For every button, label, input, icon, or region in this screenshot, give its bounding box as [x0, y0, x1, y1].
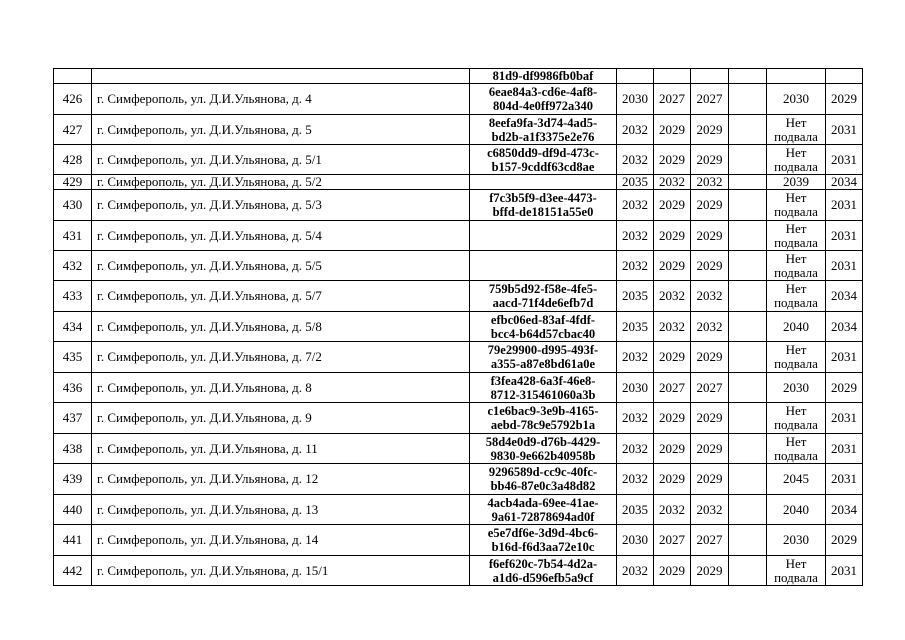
- year-cell: [617, 69, 654, 84]
- year-cell: 2030: [617, 525, 654, 556]
- year-cell: 2032: [691, 281, 729, 312]
- row-number-cell: 437: [54, 403, 92, 434]
- empty-cell: [729, 556, 767, 586]
- basement-cell: [767, 342, 826, 373]
- fias-code-cell: [470, 312, 617, 342]
- fias-code-cell: [470, 281, 617, 312]
- fias-code-line: f3fea428-6a3f-46e8-: [490, 373, 596, 388]
- fias-code-line: 8712-315461060a3b: [490, 387, 596, 402]
- address-cell: г. Симферополь, ул. Д.И.Ульянова, д. 13: [92, 495, 470, 525]
- year-cell: 2032: [617, 403, 654, 434]
- year-cell: 2032: [654, 495, 691, 525]
- empty-cell: [729, 434, 767, 464]
- year-cell: 2031: [826, 556, 863, 586]
- year-cell: 2035: [617, 495, 654, 525]
- address-cell: г. Симферополь, ул. Д.И.Ульянова, д. 7/2: [92, 342, 470, 373]
- year-cell: 2032: [617, 115, 654, 145]
- table-row: [54, 115, 863, 145]
- fias-code-cell: [470, 115, 617, 145]
- basement-line: подвала: [774, 356, 818, 371]
- basement-line: 2040: [783, 318, 809, 334]
- table-row: [54, 312, 863, 342]
- row-number-cell: 436: [54, 373, 92, 403]
- basement-cell: [767, 115, 826, 145]
- buildings-table: [53, 68, 863, 586]
- fias-code-line: bb46-87e0c3a48d82: [490, 479, 596, 493]
- year-cell: 2034: [826, 281, 863, 312]
- fias-code-line: 79e29900-d995-493f-: [487, 343, 599, 357]
- basement-cell: [767, 84, 826, 115]
- fias-code-line: 804d-4e0ff972a340: [493, 99, 593, 113]
- row-number-cell: 430: [54, 190, 92, 221]
- fias-code-line: bd2b-a1f3375e2e76: [491, 129, 595, 144]
- fias-code-line: c6850dd9-df9d-473c-: [487, 145, 599, 160]
- year-cell: 2032: [617, 434, 654, 464]
- fias-code-line: bffd-de18151a55e0: [492, 205, 594, 219]
- year-cell: 2029: [691, 190, 729, 221]
- basement-line: Нет: [785, 403, 807, 418]
- address-cell: [92, 69, 470, 84]
- row-number-cell: 440: [54, 495, 92, 525]
- year-cell: 2029: [691, 403, 729, 434]
- row-number-cell: 438: [54, 434, 92, 464]
- fias-code-cell: [470, 221, 617, 251]
- row-number-cell: 431: [54, 221, 92, 251]
- empty-cell: [729, 281, 767, 312]
- fias-code-line: f7c3b5f9-d3ee-4473-: [489, 191, 597, 205]
- year-cell: 2031: [826, 434, 863, 464]
- table-row: [54, 221, 863, 251]
- fias-code-cell: [470, 342, 617, 373]
- year-cell: 2031: [826, 190, 863, 221]
- basement-line: 2030: [783, 379, 809, 395]
- table-row: [54, 373, 863, 403]
- fias-code-cell: [470, 464, 617, 495]
- year-cell: 2032: [654, 281, 691, 312]
- fias-code-line: b16d-f6d3aa72e10c: [491, 540, 595, 554]
- address-cell: г. Симферополь, ул. Д.И.Ульянова, д. 5/5: [92, 251, 470, 281]
- basement-line: подвала: [774, 447, 818, 463]
- address-cell: г. Симферополь, ул. Д.И.Ульянова, д. 5/3: [92, 190, 470, 221]
- table-row: [54, 525, 863, 556]
- basement-cell: [767, 373, 826, 403]
- table-row: [54, 403, 863, 434]
- basement-line: Нет: [785, 114, 807, 130]
- fias-code-cell: [470, 84, 617, 115]
- year-cell: 2032: [617, 556, 654, 586]
- basement-line: подвала: [774, 204, 818, 219]
- fias-code-line: c1e6bac9-3e9b-4165-: [487, 404, 599, 418]
- empty-cell: [729, 403, 767, 434]
- year-cell: 2032: [617, 464, 654, 495]
- year-cell: 2032: [691, 312, 729, 342]
- empty-cell: [729, 312, 767, 342]
- empty-cell: [729, 190, 767, 221]
- basement-line: подвала: [774, 417, 818, 432]
- year-cell: 2032: [691, 495, 729, 525]
- year-cell: 2034: [826, 175, 863, 190]
- basement-cell: [767, 145, 826, 175]
- fias-code-line: efbc06ed-83af-4fdf-: [490, 312, 596, 327]
- row-number-cell: 427: [54, 115, 92, 145]
- year-cell: 2029: [654, 556, 691, 586]
- fias-code-line: 9830-9e662b40958b: [490, 448, 596, 463]
- basement-cell: [767, 69, 826, 84]
- address-cell: г. Симферополь, ул. Д.И.Ульянова, д. 14: [92, 525, 470, 556]
- year-cell: 2034: [826, 312, 863, 342]
- year-cell: [654, 69, 691, 84]
- year-cell: 2029: [826, 84, 863, 115]
- basement-cell: [767, 464, 826, 495]
- address-cell: г. Симферополь, ул. Д.И.Ульянова, д. 12: [92, 464, 470, 495]
- year-cell: 2029: [691, 342, 729, 373]
- year-cell: [826, 69, 863, 84]
- basement-line: подвала: [774, 295, 818, 310]
- year-cell: 2029: [654, 145, 691, 175]
- fias-code-line: 9296589d-cc9c-40fc-: [488, 465, 598, 479]
- fias-code-line: aebd-78c9e5792b1a: [490, 418, 596, 432]
- basement-cell: [767, 525, 826, 556]
- year-cell: 2032: [617, 342, 654, 373]
- basement-line: 2030: [783, 91, 809, 106]
- year-cell: 2032: [617, 190, 654, 221]
- row-number-cell: 439: [54, 464, 92, 495]
- year-cell: 2029: [654, 251, 691, 281]
- basement-cell: [767, 556, 826, 586]
- year-cell: 2029: [654, 190, 691, 221]
- year-cell: 2031: [826, 115, 863, 145]
- year-cell: 2029: [654, 434, 691, 464]
- basement-line: Нет: [785, 342, 807, 357]
- fias-code-line: 9a61-72878694ad0f: [491, 509, 595, 524]
- empty-cell: [729, 115, 767, 145]
- fias-code-line: e5e7df6e-3d9d-4bc6-: [487, 526, 599, 540]
- row-number-cell: 441: [54, 525, 92, 556]
- basement-cell: [767, 190, 826, 221]
- fias-code-cell: [470, 175, 617, 190]
- year-cell: 2029: [654, 464, 691, 495]
- fias-code-cell: [470, 145, 617, 175]
- fias-code-line: b157-9cddf63cd8ae: [491, 159, 595, 174]
- year-cell: 2029: [691, 145, 729, 175]
- basement-line: 2039: [783, 174, 809, 189]
- year-cell: 2029: [654, 221, 691, 251]
- basement-cell: [767, 281, 826, 312]
- fias-code-cell: [470, 403, 617, 434]
- fias-code-cell: [470, 495, 617, 525]
- year-cell: 2029: [654, 115, 691, 145]
- basement-cell: [767, 312, 826, 342]
- basement-line: Нет: [785, 220, 807, 236]
- fias-code-line: 8eefa9fa-3d74-4ad5-: [488, 115, 598, 130]
- continuation-row: [54, 69, 863, 84]
- address-cell: г. Симферополь, ул. Д.И.Ульянова, д. 5/4: [92, 221, 470, 251]
- address-cell: г. Симферополь, ул. Д.И.Ульянова, д. 5/1: [92, 145, 470, 175]
- empty-cell: [729, 525, 767, 556]
- basement-cell: [767, 221, 826, 251]
- fias-code-line: bcc4-b64d57cbac40: [490, 326, 596, 341]
- address-cell: г. Симферополь, ул. Д.И.Ульянова, д. 8: [92, 373, 470, 403]
- table-row: [54, 495, 863, 525]
- year-cell: 2029: [654, 403, 691, 434]
- year-cell: 2034: [826, 495, 863, 525]
- fias-code-cell: [470, 251, 617, 281]
- year-cell: 2031: [826, 342, 863, 373]
- empty-cell: [729, 342, 767, 373]
- basement-cell: [767, 175, 826, 190]
- year-cell: 2035: [617, 312, 654, 342]
- year-cell: 2031: [826, 403, 863, 434]
- basement-line: 2045: [783, 471, 809, 486]
- year-cell: 2032: [691, 175, 729, 190]
- year-cell: 2031: [826, 464, 863, 495]
- address-cell: г. Симферополь, ул. Д.И.Ульянова, д. 5/7: [92, 281, 470, 312]
- fias-code-line: 4acb4ada-69ee-41ae-: [487, 495, 599, 510]
- year-cell: 2032: [617, 145, 654, 175]
- empty-cell: [729, 373, 767, 403]
- table-row: [54, 464, 863, 495]
- year-cell: 2029: [826, 373, 863, 403]
- empty-cell: [729, 69, 767, 84]
- basement-line: 2030: [783, 532, 809, 547]
- basement-line: Нет: [785, 190, 807, 205]
- year-cell: 2030: [617, 373, 654, 403]
- basement-line: Нет: [785, 281, 807, 296]
- year-cell: 2029: [691, 221, 729, 251]
- fias-code-line: 6eae84a3-cd6e-4af8-: [488, 85, 598, 99]
- row-number-cell: 429: [54, 175, 92, 190]
- empty-cell: [729, 175, 767, 190]
- basement-cell: [767, 251, 826, 281]
- basement-cell: [767, 434, 826, 464]
- table-row: [54, 190, 863, 221]
- fias-code-cell: [470, 556, 617, 586]
- basement-line: подвала: [774, 264, 818, 280]
- basement-line: 2040: [783, 501, 809, 517]
- fias-code-line: aacd-71f4de6efb7d: [492, 296, 594, 310]
- basement-line: подвала: [774, 234, 818, 250]
- empty-cell: [729, 251, 767, 281]
- table-row: [54, 556, 863, 586]
- fias-code-line: a355-a87e8bd61a0e: [490, 357, 596, 371]
- year-cell: 2027: [654, 373, 691, 403]
- year-cell: 2029: [691, 434, 729, 464]
- empty-cell: [729, 84, 767, 115]
- year-cell: 2031: [826, 145, 863, 175]
- fias-code-cell: [470, 190, 617, 221]
- fias-code-cell: [470, 434, 617, 464]
- fias-code-tail: 81d9-df9986fb0baf: [492, 69, 594, 83]
- address-cell: г. Симферополь, ул. Д.И.Ульянова, д. 9: [92, 403, 470, 434]
- table-row: [54, 175, 863, 190]
- row-number-cell: 442: [54, 556, 92, 586]
- year-cell: 2035: [617, 175, 654, 190]
- empty-cell: [729, 221, 767, 251]
- address-cell: г. Симферополь, ул. Д.И.Ульянова, д. 5: [92, 115, 470, 145]
- year-cell: 2032: [617, 251, 654, 281]
- basement-cell: [767, 495, 826, 525]
- row-number-cell: 428: [54, 145, 92, 175]
- address-cell: г. Симферополь, ул. Д.И.Ульянова, д. 15/1: [92, 556, 470, 586]
- fias-code-line: 58d4e0d9-d76b-4429-: [485, 434, 601, 449]
- table-row: [54, 251, 863, 281]
- basement-line: подвала: [774, 128, 818, 144]
- row-number-cell: 433: [54, 281, 92, 312]
- row-number-cell: 434: [54, 312, 92, 342]
- table-row: [54, 145, 863, 175]
- year-cell: 2032: [654, 312, 691, 342]
- empty-cell: [729, 464, 767, 495]
- year-cell: 2027: [691, 373, 729, 403]
- year-cell: 2027: [691, 525, 729, 556]
- basement-line: Нет: [785, 433, 807, 449]
- row-number-cell: 435: [54, 342, 92, 373]
- fias-code-line: f6ef620c-7b54-4d2a-: [488, 556, 598, 571]
- basement-line: подвала: [774, 569, 818, 585]
- basement-line: Нет: [785, 250, 807, 266]
- year-cell: 2031: [826, 221, 863, 251]
- year-cell: 2027: [654, 84, 691, 115]
- fias-code-line: 759b5d92-f58e-4fe5-: [488, 282, 598, 296]
- year-cell: 2029: [691, 251, 729, 281]
- table-row: [54, 84, 863, 115]
- year-cell: 2029: [691, 556, 729, 586]
- address-cell: г. Симферополь, ул. Д.И.Ульянова, д. 11: [92, 434, 470, 464]
- year-cell: 2032: [654, 175, 691, 190]
- basement-line: Нет: [785, 144, 807, 160]
- row-number-cell: [54, 69, 92, 84]
- fias-code-cell: [470, 525, 617, 556]
- fias-code-cell: [470, 373, 617, 403]
- year-cell: 2035: [617, 281, 654, 312]
- year-cell: 2029: [691, 115, 729, 145]
- basement-cell: [767, 403, 826, 434]
- table-row: [54, 434, 863, 464]
- basement-line: Нет: [785, 555, 807, 571]
- year-cell: [691, 69, 729, 84]
- row-number-cell: 426: [54, 84, 92, 115]
- basement-line: подвала: [774, 158, 818, 174]
- fias-code-line: a1d6-d596efb5a9cf: [492, 570, 594, 585]
- year-cell: 2029: [654, 342, 691, 373]
- year-cell: 2031: [826, 251, 863, 281]
- year-cell: 2029: [691, 464, 729, 495]
- year-cell: 2027: [654, 525, 691, 556]
- table-row: [54, 342, 863, 373]
- empty-cell: [729, 495, 767, 525]
- fias-code-cell: [470, 69, 617, 84]
- table-row: [54, 281, 863, 312]
- address-cell: г. Симферополь, ул. Д.И.Ульянова, д. 4: [92, 84, 470, 115]
- year-cell: 2032: [617, 221, 654, 251]
- empty-cell: [729, 145, 767, 175]
- row-number-cell: 432: [54, 251, 92, 281]
- address-cell: г. Симферополь, ул. Д.И.Ульянова, д. 5/8: [92, 312, 470, 342]
- year-cell: 2027: [691, 84, 729, 115]
- address-cell: г. Симферополь, ул. Д.И.Ульянова, д. 5/2: [92, 175, 470, 190]
- table-body: [54, 69, 863, 586]
- year-cell: 2030: [617, 84, 654, 115]
- year-cell: 2029: [826, 525, 863, 556]
